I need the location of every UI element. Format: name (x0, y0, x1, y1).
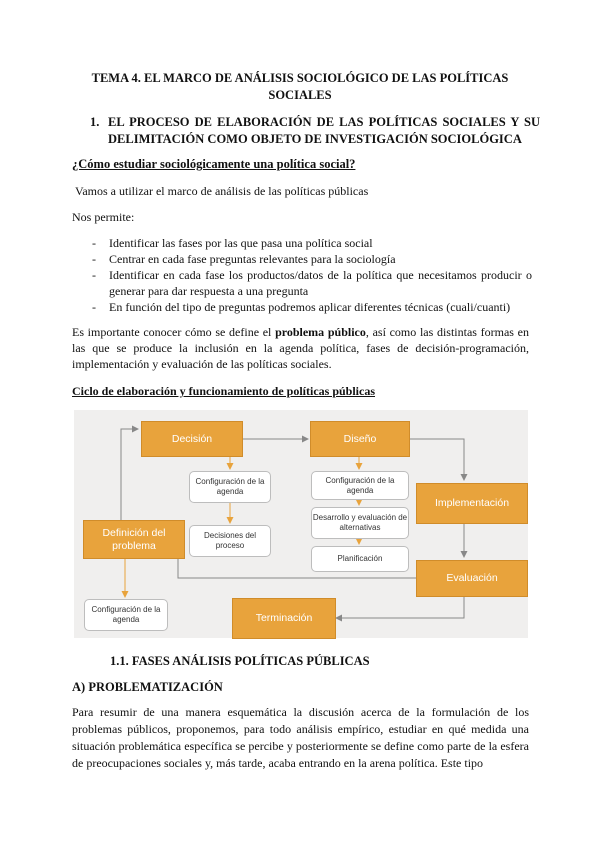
policy-cycle-diagram (74, 410, 528, 638)
section-1-heading (90, 114, 540, 148)
configuracion-agenda-box-2: Configuración de la agenda (311, 471, 409, 500)
evaluacion-box: Evaluación (416, 560, 528, 597)
question-heading: ¿Cómo estudiar sociológicamente una política social? (72, 157, 356, 171)
problematizacion-paragraph: Para resumir de una manera esquemática la discusión acerca de la formulación de los problemas públicos, proponemos, para todo análisis empírico, estudiar en qué medida una situación problemática específica se percibe y posteriormente se define como parte de la esfera de preocupaciones sociales y, más tarde, acaba entrando en la arena política. Este tipo (72, 705, 529, 770)
document-title: TEMA 4. EL MARCO DE ANÁLISIS SOCIOLÓGICO DE LAS POLÍTICAS SOCIALES (91, 71, 509, 102)
list-item: - En función del tipo de preguntas podremos aplicar diferentes técnicas (cuali/cuanti) (92, 299, 532, 315)
configuracion-agenda-box-1: Configuración de la agenda (189, 471, 271, 503)
configuracion-agenda-box-3: Configuración de la agenda (84, 599, 168, 631)
list-item: - Identificar las fases por las que pasa una política social (92, 235, 532, 251)
desarrollo-alternativas-box: Desarrollo y evaluación de alternativas (311, 507, 409, 539)
definicion-problema-box: Definición del problema (83, 520, 185, 559)
bullet-list (92, 235, 532, 315)
subsection-heading: 1.1. FASES ANÁLISIS POLÍTICAS PÚBLICAS (110, 654, 370, 668)
important-text-end: , así como las distintas formas en las que se produce la inclusión en la agenda política, fases de decisión-programación, implementación y evaluación de las políticas sociales. (72, 325, 529, 371)
section-1-title: EL PROCESO DE ELABORACIÓN DE LAS POLÍTICAS SOCIALES Y SU DELIMITACIÓN COMO OBJETO DE INVESTIGACIÓN SOCIOLÓGICA (108, 115, 540, 146)
list-item: - Identificar en cada fase los productos/datos de la política que necesitamos producir o generar para dar respuesta a una pregunta (92, 267, 532, 299)
decisiones-proceso-box: Decisiones del proceso (189, 525, 271, 557)
section-1-number: 1. (90, 115, 100, 129)
decision-box: Decisión (141, 421, 243, 457)
implementacion-box: Implementación (416, 483, 528, 524)
important-paragraph (72, 324, 529, 372)
nos-permite-label: Nos permite: (72, 210, 135, 224)
problema-publico-bold: problema público (275, 325, 366, 339)
terminacion-box: Terminación (232, 598, 336, 639)
diseno-box: Diseño (310, 421, 410, 457)
diagram-caption: Ciclo de elaboración y funcionamiento de políticas públicas (72, 384, 376, 398)
important-text-start: Es importante conocer cómo se define el (72, 325, 276, 339)
list-item: - Centrar en cada fase preguntas relevantes para la sociología (92, 251, 532, 267)
intro-paragraph: Vamos a utilizar el marco de análisis de las políticas públicas (75, 184, 369, 198)
planificacion-box: Planificación (311, 546, 409, 572)
problematizacion-heading: A) PROBLEMATIZACIÓN (72, 680, 223, 694)
